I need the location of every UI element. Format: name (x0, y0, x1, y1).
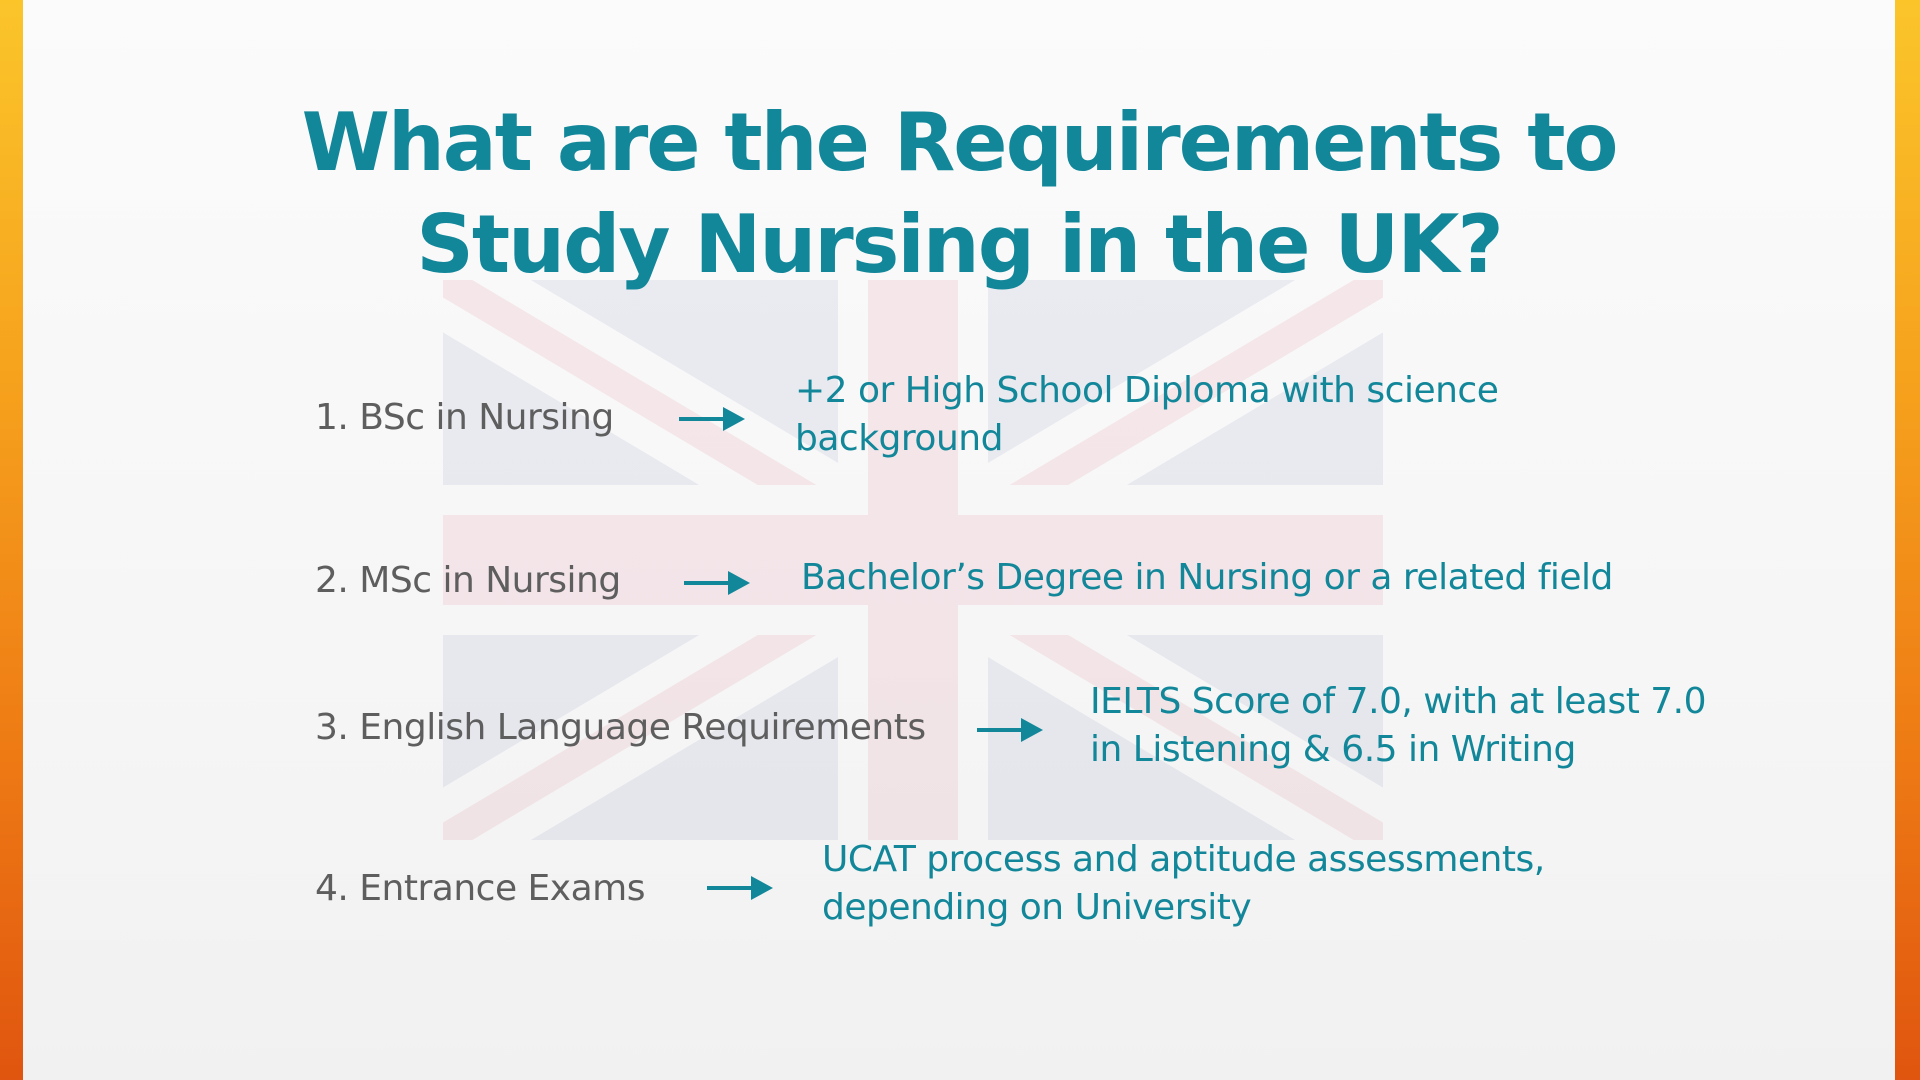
content-card (23, 0, 1895, 1080)
requirement-description: UCAT process and aptitude assessments, depending on University (822, 839, 1545, 928)
requirement-label: 4. Entrance Exams (315, 868, 645, 909)
requirement-label: 1. BSc in Nursing (315, 397, 614, 438)
requirement-label: 3. English Language Requirements (315, 707, 926, 748)
requirement-description: IELTS Score of 7.0, with at least 7.0 in Listening & 6.5 in Writing (1090, 681, 1707, 770)
title-line-1: What are the Requirements to (301, 96, 1617, 189)
title-line-2: Study Nursing in the UK? (416, 198, 1502, 291)
right-arrow-icon (707, 873, 773, 903)
requirement-label: 2. MSc in Nursing (315, 560, 621, 601)
right-arrow-icon (679, 404, 745, 434)
page-title (23, 92, 1895, 296)
right-arrow-icon (977, 715, 1043, 745)
right-arrow-icon (684, 568, 750, 598)
requirement-description: +2 or High School Diploma with science background (795, 370, 1499, 459)
requirement-description: Bachelor’s Degree in Nursing or a related field (801, 557, 1613, 598)
